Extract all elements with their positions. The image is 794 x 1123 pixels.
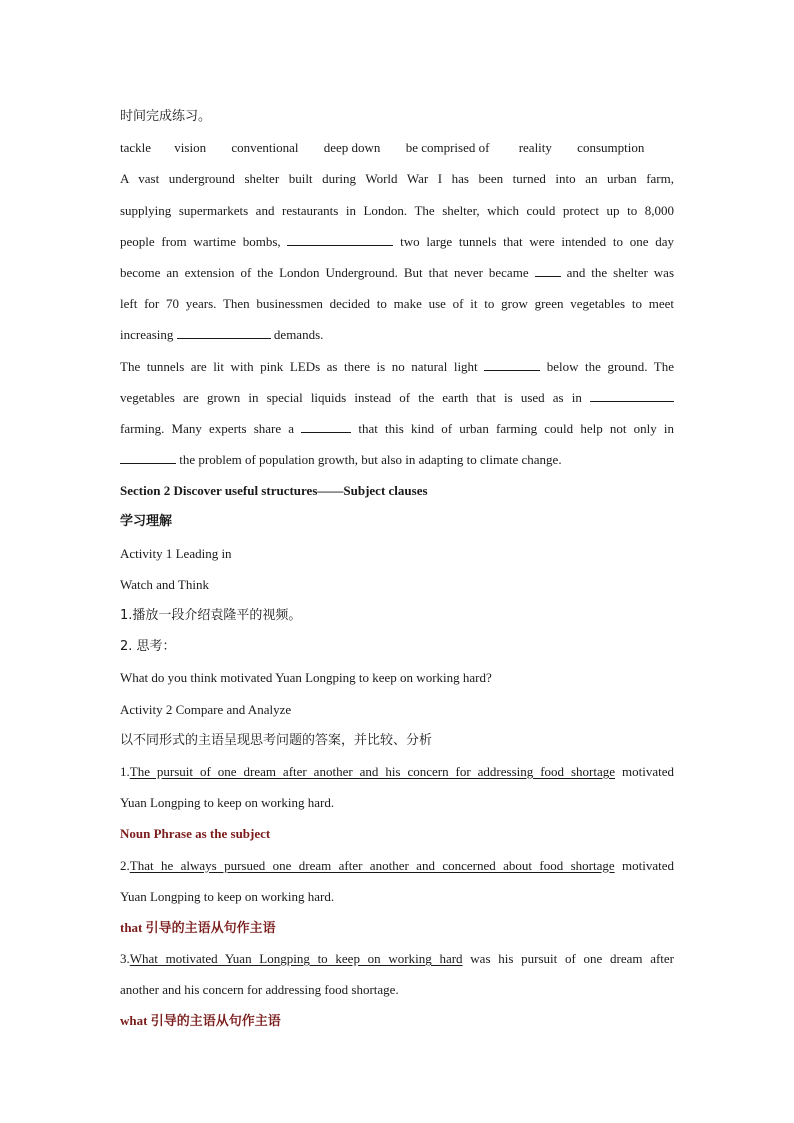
blank-3[interactable] bbox=[177, 326, 271, 339]
activity1-title: Activity 1 Leading in bbox=[120, 545, 232, 561]
label-what-clause: what 引导的主语从句作主语 bbox=[120, 1013, 281, 1030]
activity2-title: Activity 2 Compare and Analyze bbox=[120, 701, 292, 717]
underlined-subject: The pursuit of one dream after another and his concern for addressing food shortage bbox=[129, 763, 616, 779]
intro-line: 时间完成练习。 bbox=[120, 109, 212, 124]
word-bank-item: consumption bbox=[577, 140, 645, 156]
underlined-subject: That he always pursued one dream after another and concerned about food shortage bbox=[129, 857, 615, 873]
word-bank-item: deep down bbox=[323, 140, 381, 156]
step-2: 2. 思考： bbox=[120, 639, 176, 655]
passage-line: A vast underground shelter built during World War I has been turned into an urban farm, bbox=[120, 171, 674, 187]
blank-7[interactable] bbox=[120, 451, 176, 464]
blank-2[interactable] bbox=[535, 264, 561, 277]
passage-line: vegetables are grown in special liquids instead of the earth that is used as in bbox=[120, 382, 674, 413]
label-that-clause: that 引导的主语从句作主语 bbox=[120, 919, 276, 936]
passage-line: become an extension of the London Underground. But that never became and the shelter was bbox=[120, 264, 675, 280]
blank-5[interactable] bbox=[590, 389, 674, 402]
page-content bbox=[120, 101, 674, 1037]
question: What do you think motivated Yuan Longping to keep on working hard? bbox=[120, 670, 492, 686]
passage-line: increasing demands. bbox=[120, 327, 324, 343]
example-3-cont: another and his concern for addressing food shortage. bbox=[120, 982, 399, 998]
passage-line: left for 70 years. Then businessmen decided to make use of it to grow green vegetables to meet bbox=[120, 296, 674, 312]
example-2: 2.That he always pursued one dream after another and concerned about food shortage motivated bbox=[120, 857, 675, 873]
blank-6[interactable] bbox=[301, 420, 351, 433]
activity2-note: 以不同形式的主语呈现思考问题的答案，并比较、分析 bbox=[120, 732, 433, 748]
passage-line: farming. Many experts share a that this kind of urban farming could help not only in bbox=[120, 420, 674, 436]
example-1: 1.The pursuit of one dream after another and his concern for addressing food shortage motivated bbox=[120, 763, 674, 779]
blank-1[interactable] bbox=[287, 233, 393, 246]
word-bank-item: tackle bbox=[120, 140, 152, 156]
label-noun-phrase: Noun Phrase as the subject bbox=[120, 826, 271, 842]
passage-line: The tunnels are lit with pink LEDs as there is no natural light below the ground. The bbox=[120, 358, 675, 374]
word-bank-item: be comprised of bbox=[405, 140, 490, 156]
passage-line: people from wartime bombs, two large tunnels that were intended to one day bbox=[120, 233, 675, 249]
learn-title: 学习理解 bbox=[120, 514, 173, 530]
blank-4[interactable] bbox=[484, 358, 540, 371]
word-bank-item: vision bbox=[174, 140, 207, 156]
step-1: 1.播放一段介绍袁隆平的视频。 bbox=[120, 608, 302, 623]
word-bank-item: conventional bbox=[231, 140, 299, 156]
underlined-subject: What motivated Yuan Longping to keep on working hard bbox=[129, 951, 463, 967]
passage-line: supplying supermarkets and restaurants in London. The shelter, which could protect up to 8,000 bbox=[120, 202, 674, 218]
watch-think: Watch and Think bbox=[120, 576, 209, 592]
passage-line: the problem of population growth, but also in adapting to climate change. bbox=[120, 444, 674, 475]
section2-title: Section 2 Discover useful structures——Subject clauses bbox=[120, 483, 428, 499]
word-bank bbox=[120, 132, 674, 163]
example-1-cont: Yuan Longping to keep on working hard. bbox=[120, 795, 335, 811]
example-3: 3.What motivated Yuan Longping to keep on working hard was his pursuit of one dream after bbox=[120, 951, 675, 967]
word-bank-item: reality bbox=[518, 140, 552, 156]
example-2-cont: Yuan Longping to keep on working hard. bbox=[120, 888, 335, 904]
